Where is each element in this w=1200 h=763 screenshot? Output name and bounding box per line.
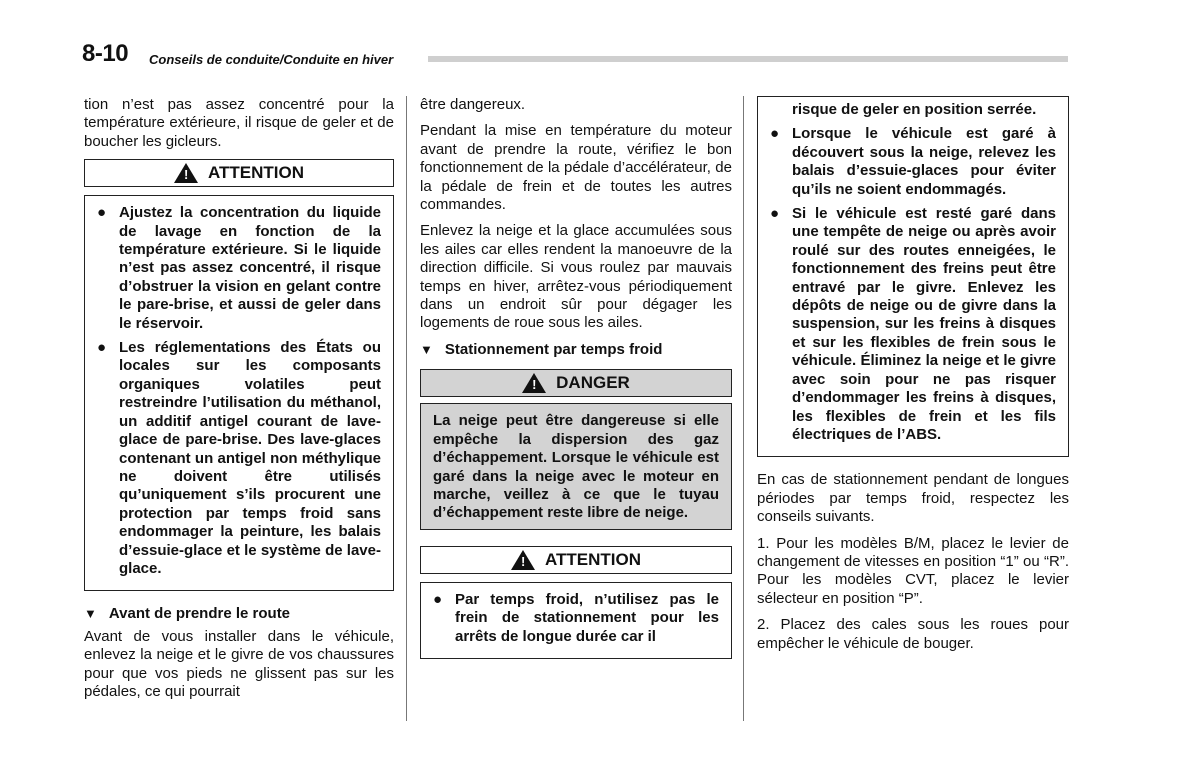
paragraph: être dangereux. (420, 96, 526, 113)
section-title: Avant de prendre le route (108, 605, 291, 623)
list-item-text: Par temps froid, n’utilisez pas le frein de stationnement pour les arrêts de longue durée car il (455, 590, 719, 645)
step-2: 2. Placez des cales sous les roues pour empêcher le véhicule de bouger. (757, 616, 1069, 652)
list-item-text: Lorsque le véhicule est garé à découvert sous la neige, relevez les balais d’essuie-glaces pour éviter qu’ils ne soient endommagés. (792, 125, 1056, 198)
list-item (97, 339, 381, 578)
list-item (770, 205, 1056, 444)
list-item (770, 125, 1056, 199)
attention-label: ATTENTION (544, 549, 641, 569)
danger-header (420, 369, 732, 397)
attention-label: ATTENTION (207, 163, 304, 183)
page-header (82, 40, 1072, 70)
column-divider-2 (743, 96, 744, 721)
bullet-icon: ● (97, 339, 107, 357)
bullet-icon: ● (770, 205, 780, 223)
warning-icon (174, 163, 198, 183)
chapter-title: Conseils de conduite/Conduite en hiver (149, 52, 394, 67)
triangle-down-icon: ▼ (420, 341, 433, 357)
step-1: 1. Pour les modèles B/M, placez le levier de changement de vitesses en position “1” ou “R”. Pour les modèles CVT, placez le levier sélecteur en position “P”. (757, 534, 1069, 607)
bullet-icon: ● (433, 590, 443, 608)
list-item (433, 591, 719, 646)
list-item (770, 101, 1056, 119)
column-1 (84, 96, 394, 709)
page-number: 8-10 (82, 40, 129, 67)
danger-label: DANGER (556, 373, 630, 393)
column-2 (420, 96, 732, 659)
warning-icon (522, 373, 546, 393)
attention-continued-body (757, 96, 1069, 457)
section-heading (420, 341, 732, 359)
paragraph: Pendant la mise en température du moteur avant de prendre la route, vérifiez le bon fonctionnement de la pédale d’accélérateur, de la pédale de frein et de toutes les autres commandes. (420, 122, 732, 214)
bullet-icon: ● (97, 204, 107, 222)
bullet-icon: ● (770, 125, 780, 143)
danger-body (420, 403, 732, 529)
attention-body (84, 195, 394, 591)
section-heading (84, 605, 394, 623)
list-item (97, 204, 381, 333)
attention-header (420, 546, 732, 574)
section-paragraph: Avant de vous installer dans le véhicule, enlevez la neige et le givre de vos chaussures pour que vos pieds ne glissent pas sur les pédales, ce qui pourrait (84, 627, 394, 700)
paragraph: Enlevez la neige et la glace accumulées sous les ailes car elles rendent la manoeuvre de la direction difficile. Si vous roulez par mauvais temps en hiver, arrêtez-vous périodiquement dans un endroit sûr pour dégager les logements de roue sous les ailes. (420, 222, 732, 332)
list-item-text: Ajustez la concentration du liquide de lavage en fonction de la température extérieure. Si le liquide n’est pas assez concentré, il risque d’obstruer la vision en gelant contre le pare-brise, et aussi de geler dans le réservoir. (119, 204, 381, 332)
intro-paragraph: tion n’est pas assez concentré pour la température extérieure, il risque de geler et de boucher les gicleurs. (84, 96, 394, 150)
paragraph: En cas de stationnement pendant de longues périodes par temps froid, respectez les conseils suivants. (757, 471, 1069, 526)
list-item-text: Si le véhicule est resté garé dans une tempête de neige ou après avoir roulé sur des routes enneigées, le fonctionnement des freins peut être entravé par le givre. Enlevez les dépôts de neige ou de givre dans la suspension, sur les freins à disques et sur les flexibles de frein sous le véhicule. Éliminez la neige et le givre avec soin pour ne pas risquer d’endommager les freins à disques, les flexibles de frein et les fils électriques de l’ABS. (792, 205, 1056, 443)
list-item-text: Les réglementations des États ou locales sur les composants organiques volatiles peut restreindre l’utilisation du méthanol, un additif antigel courant de lave-glace de pare-brise. Des lave-glaces contenant un antigel non méthylique ne doivent être utilisés qu’uniquement s’ils procurent une protection par temps froid sans endommager la peinture, les balais d’essuie-glace et le système de lave-glace. (119, 339, 381, 577)
header-rule (428, 56, 1068, 62)
section-title: Stationnement par temps froid (444, 340, 663, 358)
attention-header (84, 159, 394, 187)
list-item-text: risque de geler en position serrée. (792, 101, 1037, 118)
warning-icon (511, 550, 535, 570)
triangle-down-icon: ▼ (84, 606, 97, 622)
column-divider-1 (406, 96, 407, 721)
column-3 (757, 96, 1069, 661)
danger-text: La neige peut être dangereuse si elle empêche la dispersion des gaz d’échappement. Lorsque le véhicule est garé dans la neige avec le moteur en marche, veillez à ce que le tuyau d’échappement reste libre de neige. (433, 412, 719, 522)
attention-body (420, 582, 732, 659)
